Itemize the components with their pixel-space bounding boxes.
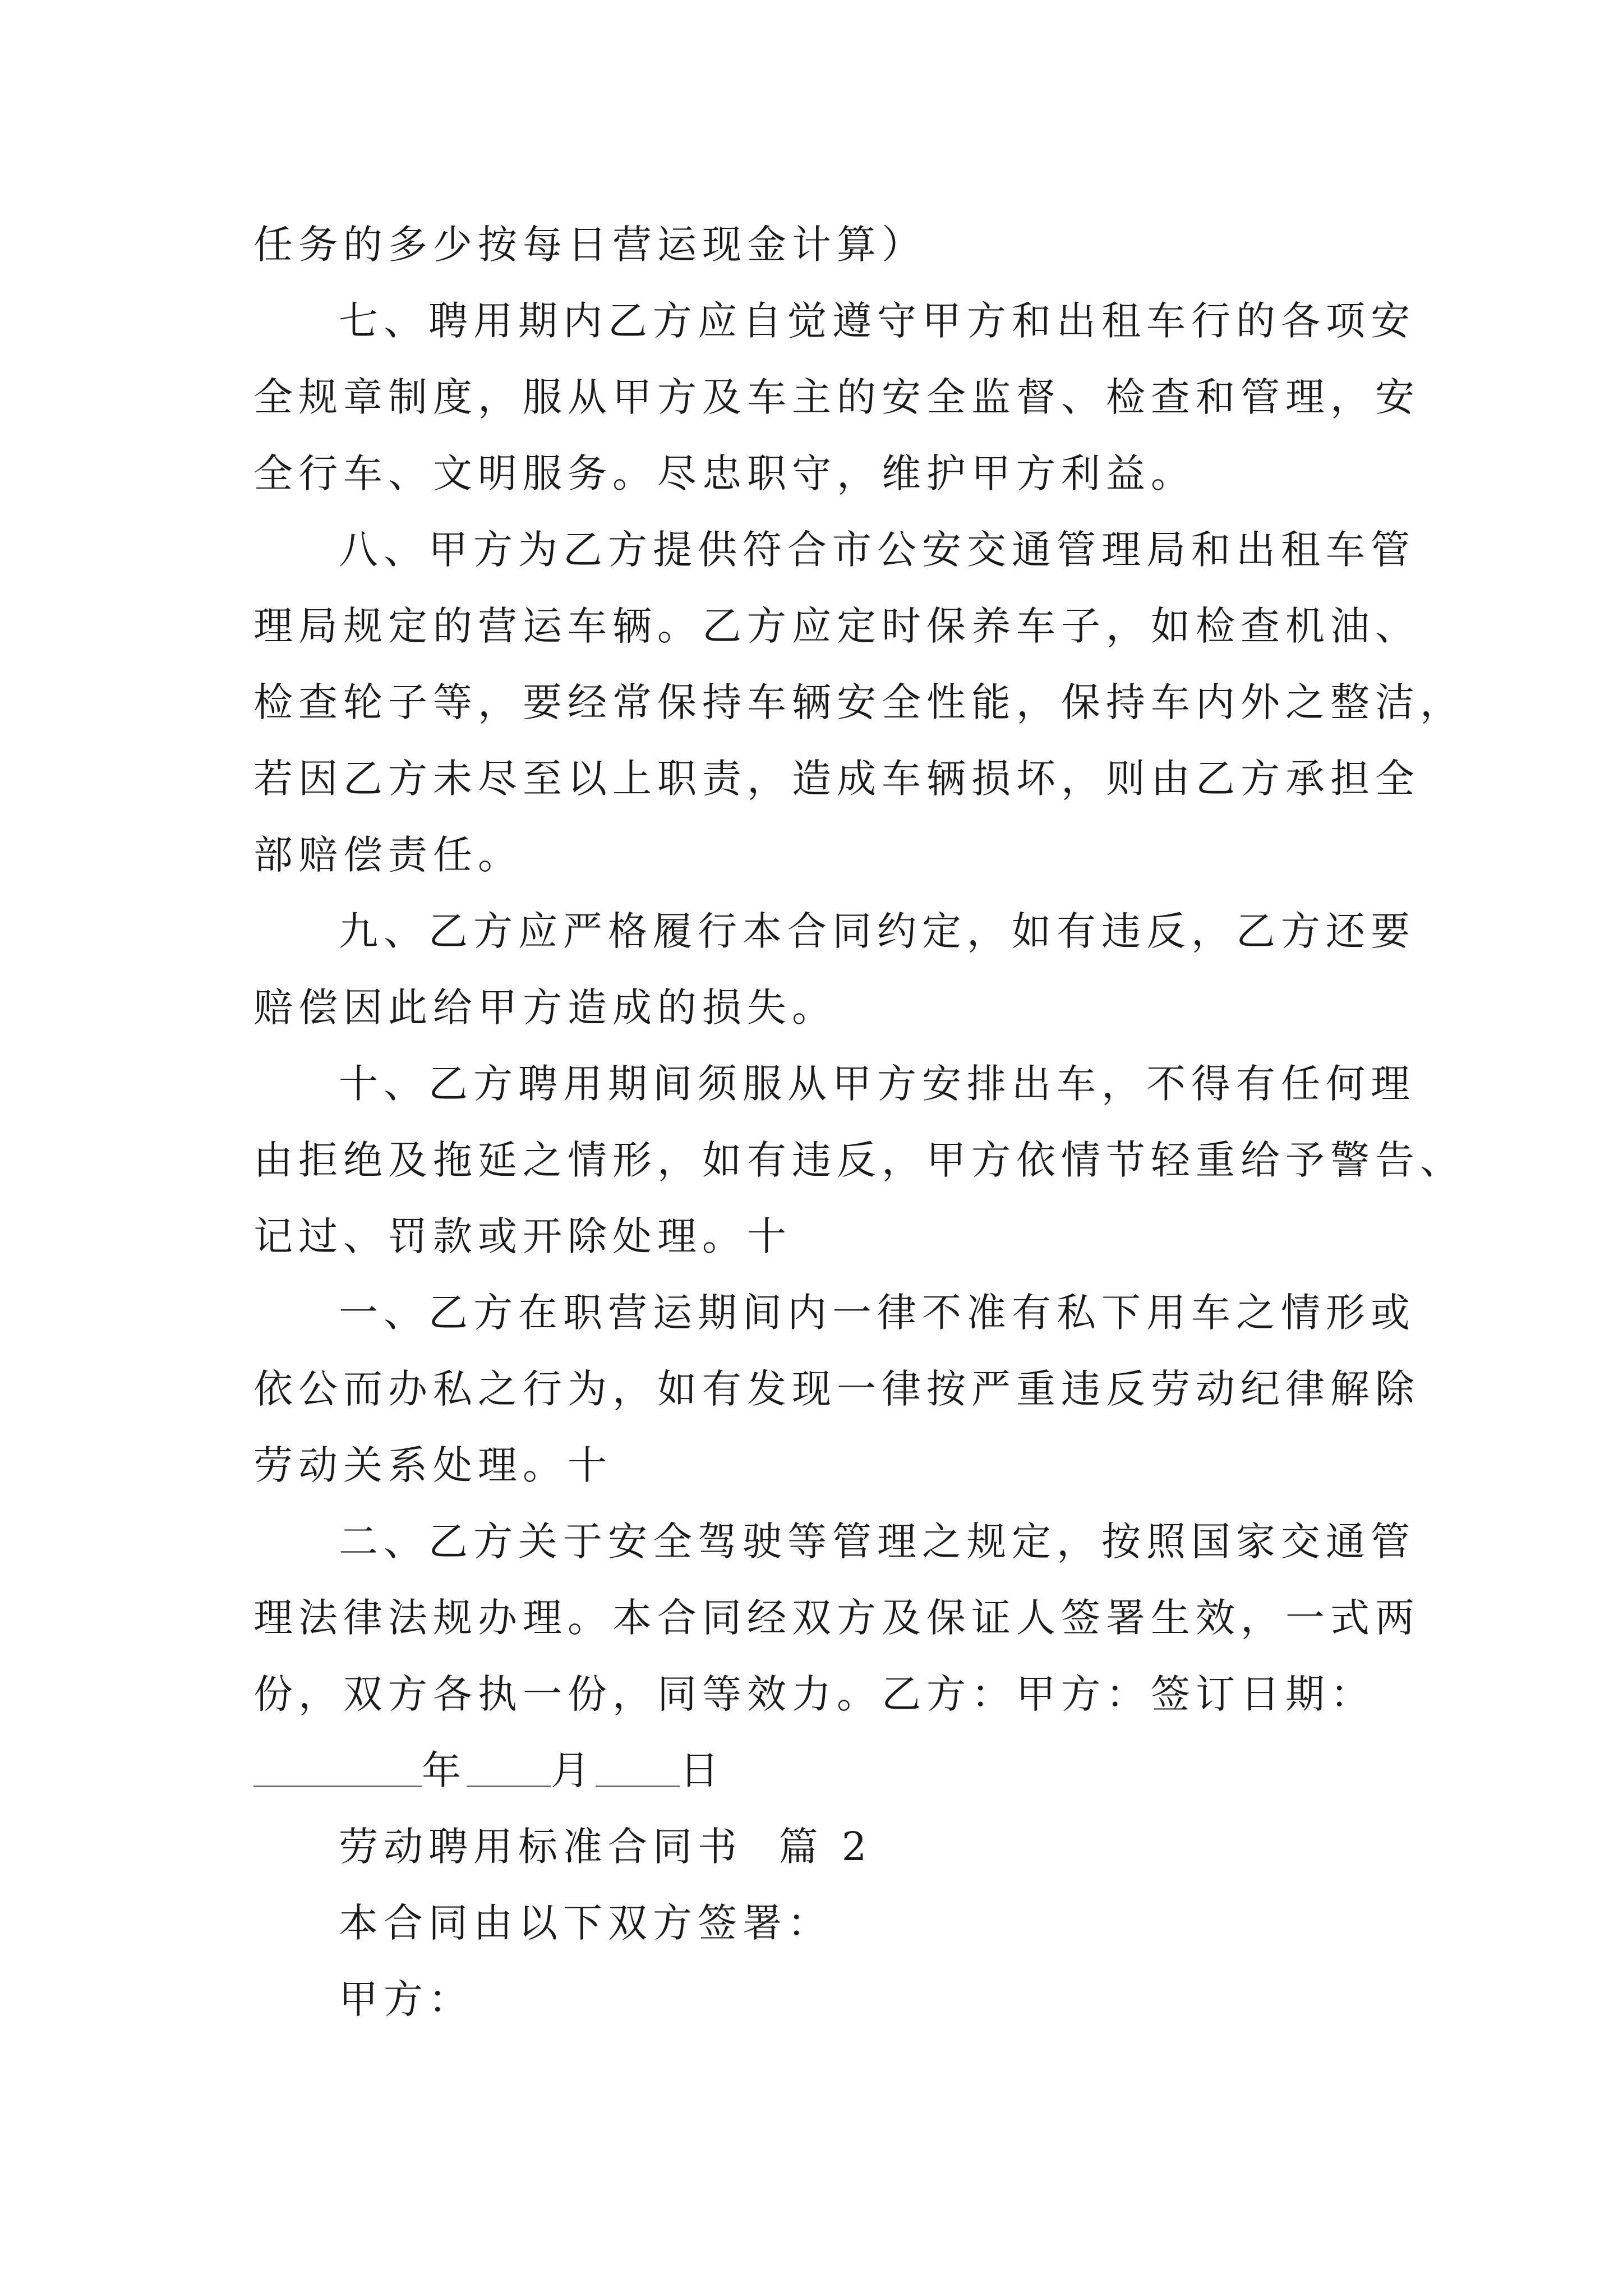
text-line: 理法律法规办理。本合同经双方及保证人签署生效，一式两 (253, 1595, 1420, 1641)
text-line: 由拒绝及拖延之情形，如有违反，甲方依情节轻重给予警告、 (253, 1137, 1465, 1183)
text-line: 赔偿因此给甲方造成的损失。 (253, 984, 837, 1030)
clause-ten-line: 十、乙方聘用期间须服从甲方安排出车，不得有任何理 (339, 1061, 1415, 1107)
clause-nine-line: 九、乙方应严格履行本合同约定，如有违反，乙方还要 (339, 908, 1415, 954)
text-line: 若因乙方未尽至以上职责，造成车辆损坏，则由乙方承担全 (253, 756, 1420, 802)
text-line: 检查轮子等，要经常保持车辆安全性能，保持车内外之整洁， (253, 679, 1465, 725)
clause-eight-line: 八、甲方为乙方提供符合市公安交通管理局和出租车管 (339, 527, 1415, 573)
text-line: 份，双方各执一份，同等效力。乙方：甲方：签订日期： (253, 1671, 1375, 1717)
text-line: 全规章制度，服从甲方及车主的安全监督、检查和管理，安 (253, 374, 1420, 420)
document-body (253, 206, 1465, 2037)
contract-intro: 本合同由以下双方签署： (339, 1900, 832, 1946)
text-line: 部赔偿责任。 (253, 832, 523, 878)
section-title: 劳动聘用标准合同书 篇 2 (339, 1824, 873, 1870)
text-line: 全行车、文明服务。尽忠职守，维护甲方利益。 (253, 450, 1196, 496)
year-label: 年 (422, 1747, 467, 1793)
clause-eleven-line: 一、乙方在职营运期间内一律不准有私下用车之情形或 (339, 1290, 1415, 1336)
text-line: 记过、罚款或开除处理。十 (253, 1213, 792, 1259)
text-line: 任务的多少按每日营运现金计算） (253, 222, 926, 268)
month-blank[interactable] (467, 1746, 551, 1787)
year-blank[interactable] (253, 1746, 422, 1787)
text-line: 理局规定的营运车辆。乙方应定时保养车子，如检查机油、 (253, 603, 1420, 649)
clause-seven-line: 七、聘用期内乙方应自觉遵守甲方和出租车行的各项安 (339, 298, 1415, 344)
month-label: 月 (551, 1747, 596, 1793)
day-label: 日 (680, 1747, 725, 1793)
text-line: 依公而办私之行为，如有发现一律按严重违反劳动纪律解除 (253, 1366, 1420, 1412)
text-line: 劳动关系处理。十 (253, 1442, 612, 1488)
signing-date-line (253, 1732, 1375, 1809)
party-a-label: 甲方： (339, 1976, 473, 2022)
day-blank[interactable] (596, 1746, 680, 1787)
clause-twelve-line: 二、乙方关于安全驾驶等管理之规定，按照国家交通管 (339, 1519, 1415, 1565)
